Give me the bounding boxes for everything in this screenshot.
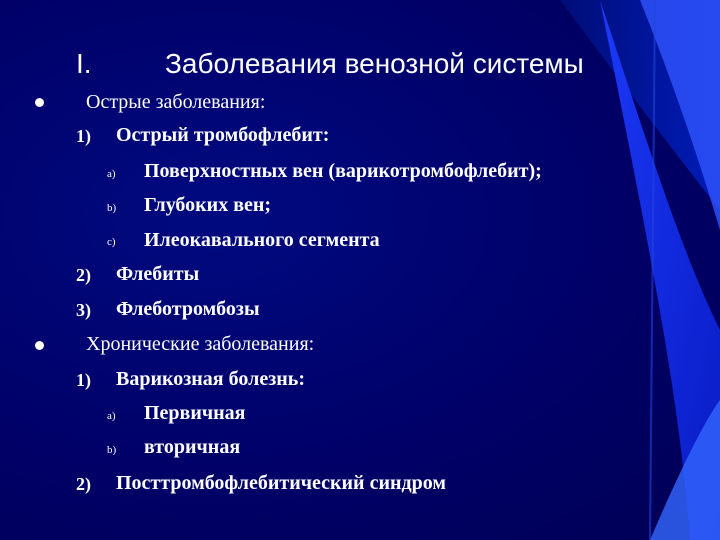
list-letter: a) [107,410,116,422]
page-title: Заболевания венозной системы [165,48,584,79]
list-item: Флеботромбозы [116,298,260,320]
list-item: Поверхностных вен (варикотромбофлебит); [144,160,542,182]
list-number: 2) [76,474,91,494]
list-letter: b) [107,444,117,456]
list-item: Илеокавального сегмента [144,229,380,251]
list-letter: b) [107,202,117,214]
bullet-icon [35,341,44,350]
list-number: 1) [76,126,91,146]
list-item: Варикозная болезнь: [116,368,305,390]
list-item: Посттромбофлебитический синдром [116,472,446,494]
list-item: Первичная [144,402,246,424]
list-item: Острый тромбофлебит: [116,124,330,146]
list-letter: c) [107,236,116,248]
list-number: 1) [76,370,91,390]
bullet-icon [35,98,44,107]
title-number: I. [76,48,92,79]
list-number: 2) [76,265,91,285]
section-chronic-heading: Хронические заболевания: [86,333,315,355]
list-item: Флебиты [116,263,200,285]
list-number: 3) [76,300,91,320]
list-item: Глубоких вен; [144,194,272,216]
list-item: вторичная [144,436,241,458]
list-letter: a) [107,168,116,180]
section-acute-heading: Острые заболевания: [86,91,266,113]
